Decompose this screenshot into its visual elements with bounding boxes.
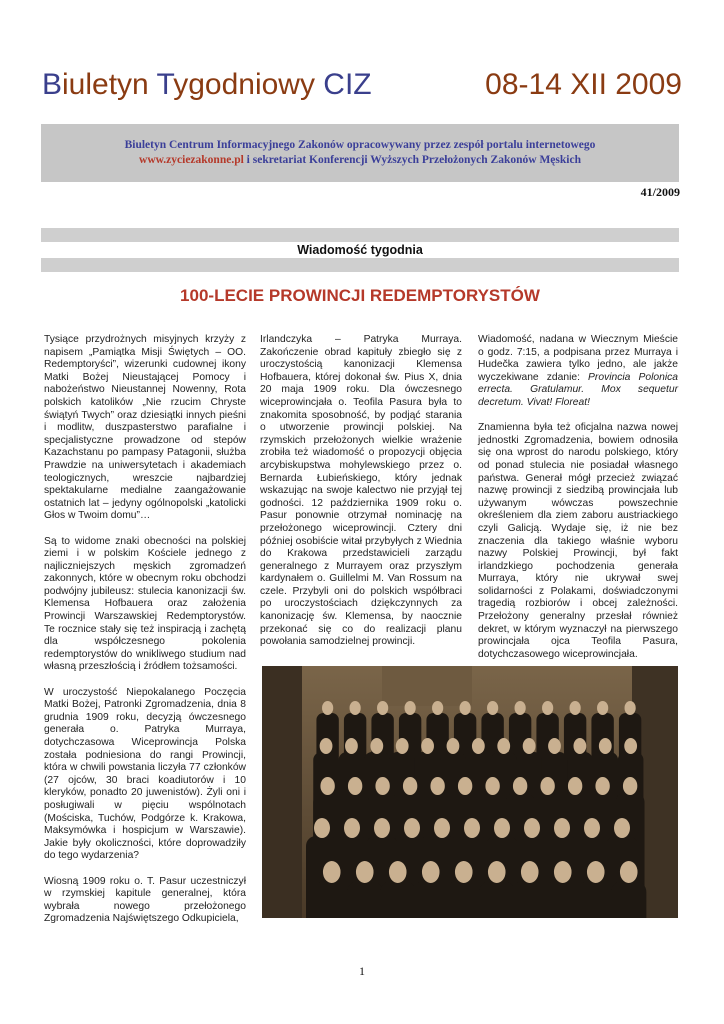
- portal-link[interactable]: www.zyciezakonne.pl: [139, 154, 244, 166]
- paragraph: Tysiące przydrożnych misyjnych krzyży z napisem „Pamiątka Misji Świętych – OO. Redemptoryści”, wizerunki cudownej ikony Matki Bożej Nieustającej Pomocy i nabożeństwo Nieustannej Nowenny, Rota polskich katolików „Nie rzucim Chryste świątyń Twych” oraz dziesiątki innych pieśni i modlitw, duszpasterstwo parafialne i specjalistyczne prowadzone od stepów Kazachstanu po pampasy Patagonii, służba Prawdzie na uniwersytetach i akademiach teologicznych, wreszcie najbardziej spektakularne medialne zaangażowanie ostatnich lat – jedyny ogólnopolski „katolicki Głos w Twoim domu”…: [44, 334, 246, 522]
- photo-face: [494, 818, 510, 838]
- photo-face: [344, 818, 360, 838]
- photo-face: [472, 738, 485, 754]
- photo-face: [323, 861, 341, 883]
- photo-face: [599, 738, 612, 754]
- header-banner: [41, 124, 679, 182]
- bulletin-title: [42, 68, 682, 112]
- photo-figure: [380, 881, 415, 918]
- photo-figure: [314, 881, 349, 918]
- banner-line-2-rest: i sekretariat Konferencji Wyższych Przełożonych Zakonów Męskich: [243, 154, 581, 166]
- photo-face: [597, 701, 608, 715]
- paragraph-text: Wiadomość, nadana w Wiecznym Mieście o godz. 7:15, a podpisana przez Murraya i Hudečka zawiera tylko jedno, ale jakże wyczekiwane zdanie:: [478, 334, 678, 383]
- photo-face: [573, 738, 586, 754]
- paragraph: Są to widome znaki obecności na polskiej ziemi i w polskim Kościele jednego z najliczniejszych męskich zgromadzeń zakonnych, które w obecnym roku obchodzi podwójny jubileusz: stulecia kanonizacji św. Klemensa Hofbauera oraz założenia Prowincji Warszawskiej Redemptorystów. Te rocznice stały się też inspiracją i zachętą dla współczesnego pokolenia redemptorystów do wnikliwego studium nad własną przeszłością i źródłem tożsamości.: [44, 535, 246, 673]
- article-column-1: [44, 334, 246, 939]
- photo-face: [396, 738, 409, 754]
- photo-face: [487, 701, 498, 715]
- group-photo: [262, 666, 678, 918]
- photo-face: [389, 861, 407, 883]
- photo-face: [404, 818, 420, 838]
- banner-line-2: [41, 153, 679, 168]
- issue-date: 08-14 XII 2009: [485, 68, 682, 101]
- photo-face: [314, 818, 330, 838]
- article-headline: 100-LECIE PROWINCJI REDEMPTORYSTÓW: [180, 286, 540, 305]
- photo-face: [485, 777, 499, 795]
- photo-face: [521, 861, 539, 883]
- banner-line-1: Biuletyn Centrum Informacyjnego Zakonów opracowywany przez zespół portalu internetowego: [124, 139, 596, 151]
- photo-face: [434, 818, 450, 838]
- paragraph: Irlandczyka – Patryka Murraya. Zakończenie obrad kapituły zbiegło się z uroczystością kanonizacji Klemensa Hofbauera, której dokonał św. Pius X, dnia 20 maja 1909 roku. Dla ówczesnego wiceprowincjała o. Teofila Pasura była to znakomita sposobność, by podjąć starania o utworzenie prowincji polskiej. Na rzymskich przełożonych wielkie wrażenie zrobiła też wiadomość o propozycji objęcia arcybiskupstwa mohylewskiego przez o. Bernarda Łubieńskiego, który jednak wskazując na swoje kalectwo nie przyjął tej godności. 12 października 1909 roku o. Pasur ponownie otrzymał nominację na przełożonego wiceprowincji. Cztery dni później osobiście witał przybyłych z Wiednia do Krakowa przedstawicieli zarządu generalnego z Murrayem oraz przyszłym kardynałem o. Guillelmi M. Van Rossum na czele. Przybyli oni do polskich współbraci po uroczystościach dziękczynnych za kanonizację św. Klemensa, by naocznie przekonać się co do realizacji planu powołania samodzielnej prowincji.: [260, 334, 462, 648]
- photo-face: [570, 701, 581, 715]
- title-iuletyn: iuletyn: [62, 68, 157, 101]
- photo-face: [587, 861, 605, 883]
- photo-face: [554, 861, 572, 883]
- photo-figure: [512, 881, 547, 918]
- photo-face: [524, 818, 540, 838]
- photo-face: [375, 777, 389, 795]
- telegram-quote: Provincia Polonica errecta. Gratulamur. Mox sequetur decretum. Vivat! Floreat!: [478, 371, 678, 408]
- page-number: 1: [359, 964, 365, 978]
- photo-figure: [479, 881, 514, 918]
- photo-face: [377, 701, 388, 715]
- paragraph: Wiosną 1909 roku o. T. Pasur uczestniczył w rzymskiej kapitule generalnej, która wybrała nowego przełożonego Zgromadzenia Najświętszego Odkupiciela,: [44, 875, 246, 925]
- photo-face: [455, 861, 473, 883]
- photo-face: [523, 738, 536, 754]
- photo-face: [623, 777, 637, 795]
- title-letter-b: B: [42, 68, 63, 101]
- paragraph: [478, 334, 678, 410]
- photo-face: [345, 738, 358, 754]
- article-column-2: [260, 334, 462, 661]
- photo-face: [548, 738, 561, 754]
- photo-face: [348, 777, 362, 795]
- photo-figure: [611, 881, 646, 918]
- photo-face: [568, 777, 582, 795]
- photo-face: [542, 701, 553, 715]
- group-photo-image: [262, 666, 678, 918]
- photo-face: [374, 818, 390, 838]
- photo-face: [624, 738, 637, 754]
- photo-face: [515, 701, 526, 715]
- photo-face: [584, 818, 600, 838]
- section-bar-top: [41, 228, 679, 242]
- photo-figure: [446, 881, 481, 918]
- photo-face: [403, 777, 417, 795]
- photo-figure: [413, 881, 448, 918]
- photo-face: [447, 738, 460, 754]
- paragraph: W uroczystość Niepokalanego Poczęcia Matki Bożej, Patronki Zgromadzenia, dnia 8 grudnia 1909 roku, decyzją ówczesnego generała o. Patryka Murraya, dotychczasowa Wiceprowincja Polska została podniesiona do rangi Prowincji, która w chwili powstania liczyła 77 członków (27 ojców, 30 braci koadiutorów i 10 kleryków, ponadto 20 juwenistów). Żyli oni i posługiwali w pięciu wspólnotach (Mościska, Tuchów, Podgórze k. Krakowa, Maksymówka i hospicjum w Warszawie). Jakie były okoliczności, które doprowadziły do tego wydarzenia?: [44, 686, 246, 862]
- photo-face: [458, 777, 472, 795]
- photo-face: [422, 861, 440, 883]
- photo-face: [430, 777, 444, 795]
- section-label: Wiadomość tygodnia: [297, 243, 423, 257]
- photo-face: [432, 701, 443, 715]
- photo-face: [460, 701, 471, 715]
- photo-face: [540, 777, 554, 795]
- photo-face: [595, 777, 609, 795]
- photo-figure: [578, 881, 613, 918]
- section-bar-bottom: [41, 258, 679, 272]
- photo-face: [513, 777, 527, 795]
- photo-face: [322, 701, 333, 715]
- title-letter-t: T: [156, 68, 174, 101]
- photo-figure: [545, 881, 580, 918]
- photo-figure: [347, 881, 382, 918]
- paragraph: Znamienna była też oficjalna nazwa nowej jednostki Zgromadzenia, bowiem odnosiła się ona wprost do narodu polskiego, który od ponad stulecia nie posiadał własnego państwa. Generał mógł przecież związać nazwę prowincji z siedzibą prowincjała lub używanym wówczas powszechnie określeniem dla ziem zaboru austriackiego czyli Galicją. Wydaje się, iż nie bez znaczenia dla takiego właśnie wyboru nazwy Polskiej Prowincji, był fakt irlandzkiego pochodzenia generała Murraya, który nie ukrywał swej solidarności z Polakami, doświadczonymi tragedią rozbiorów i obcej zależności. Przełożony generalny przesłał również dekret, w którym wyznaczył na pierwszego prowincjała ojca Teofila Pasura, dotychczasowego wiceprowincjała.: [478, 422, 678, 660]
- title-ciz: CIZ: [323, 68, 372, 101]
- photo-face: [320, 738, 333, 754]
- photo-face: [421, 738, 434, 754]
- photo-face: [464, 818, 480, 838]
- article-column-3: [478, 334, 678, 674]
- photo-face: [625, 701, 636, 715]
- photo-face: [614, 818, 630, 838]
- photo-face: [320, 777, 334, 795]
- photo-face: [497, 738, 510, 754]
- title-ygodniowy: ygodniowy: [173, 68, 324, 101]
- photo-face: [350, 701, 361, 715]
- photo-face: [620, 861, 638, 883]
- photo-face: [554, 818, 570, 838]
- photo-face: [356, 861, 374, 883]
- photo-face: [370, 738, 383, 754]
- issue-number: 41/2009: [640, 185, 680, 199]
- photo-face: [488, 861, 506, 883]
- photo-face: [405, 701, 416, 715]
